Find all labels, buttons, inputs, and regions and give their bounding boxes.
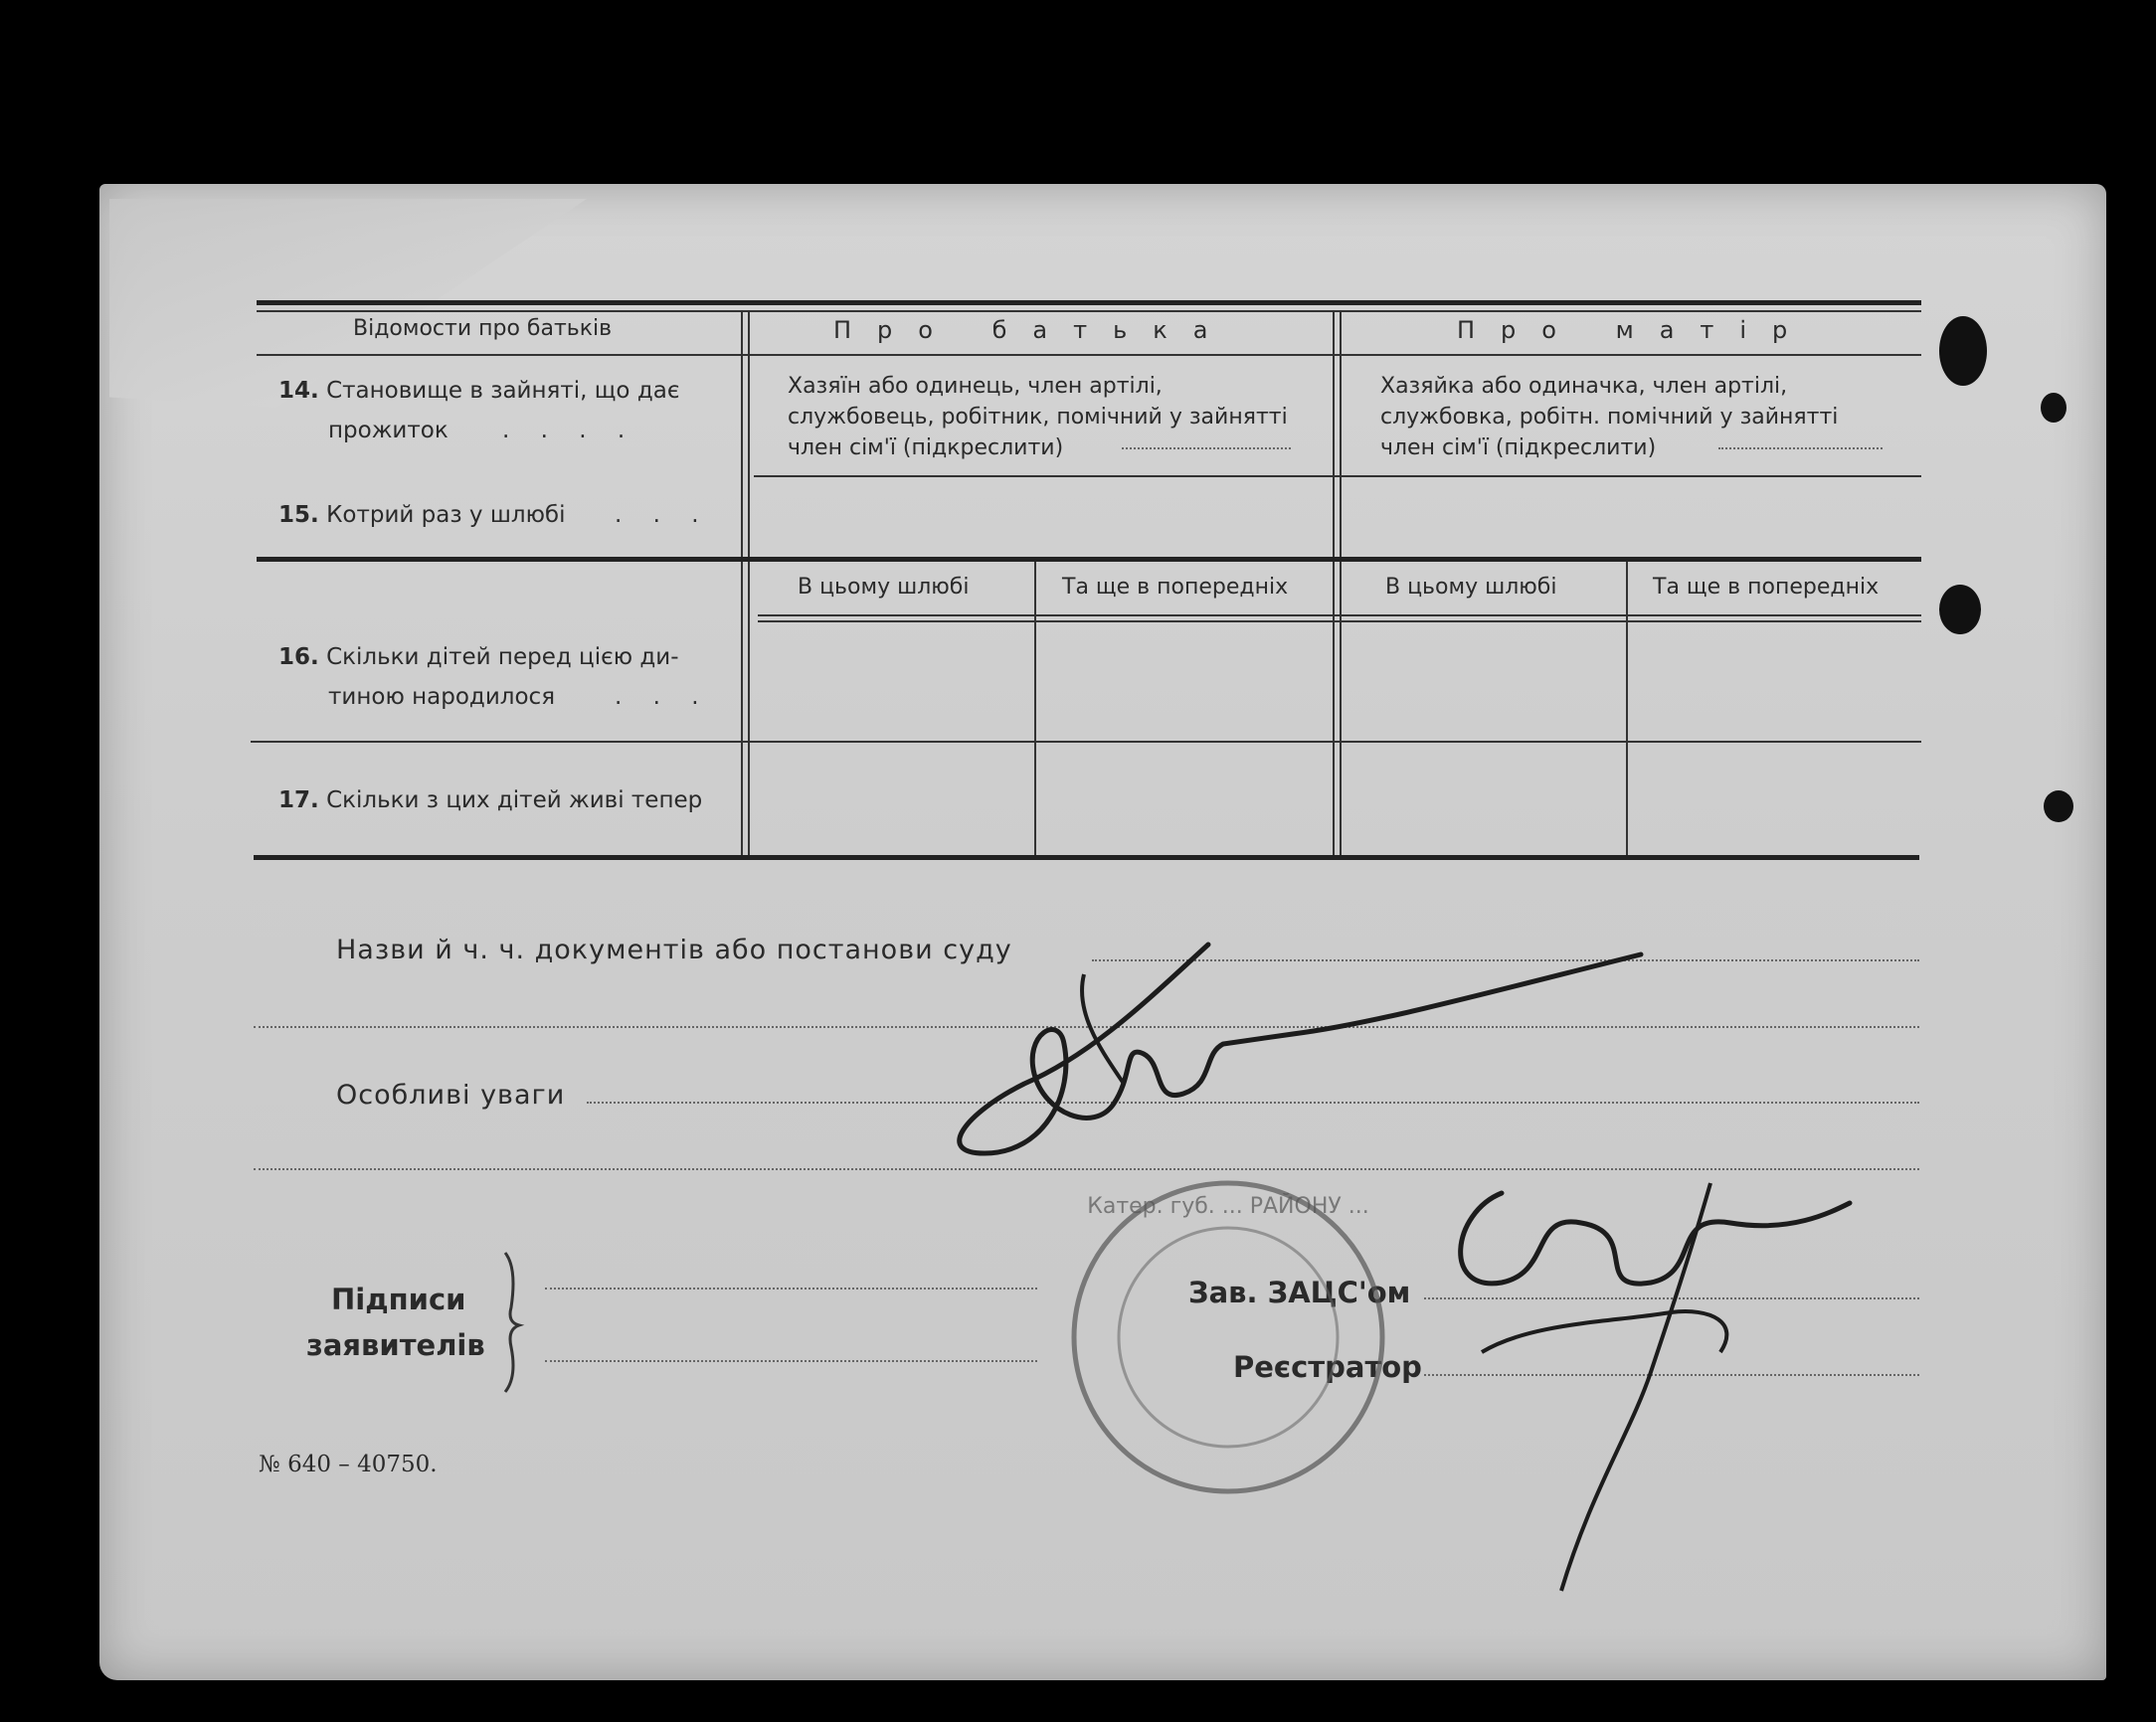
stamp-text: Катер. губ. ... РАЙОНУ ... (1087, 1194, 1369, 1219)
table-bottom-border (254, 855, 1919, 860)
header-about-mother: Про матір (1457, 316, 1814, 344)
subheader-divider (758, 620, 1921, 622)
row15-label-text: Котрий раз у шлюбі (326, 502, 566, 528)
row14-label-line2: прожиток (328, 418, 449, 443)
row16-number: 16. (278, 644, 319, 670)
subheader-divider (758, 614, 1921, 616)
brace-icon (497, 1248, 527, 1397)
signatures-label-line2: заявителів (306, 1328, 485, 1362)
row-divider (754, 475, 1921, 477)
row15-label (278, 502, 566, 528)
subheader-mother-previous: Та ще в попередніх (1653, 575, 1880, 600)
leader-dots: . . . . (502, 418, 637, 443)
leader-dots: . . . (615, 684, 711, 710)
subheader-mother-this: В цьому шлюбі (1385, 575, 1557, 600)
signature-scribble (925, 935, 1661, 1173)
sub-column-divider (1034, 562, 1036, 857)
row17-label (278, 787, 702, 813)
punch-hole (1939, 585, 1981, 634)
row17-label-text: Скільки з цих дітей живі тепер (326, 787, 703, 813)
row16-label (278, 644, 679, 670)
subheader-father-this: В цьому шлюбі (798, 575, 970, 600)
row14-mother-text: Хазяйка або одиначка, член артілі, службовка, робітн. помічний у зайнятті член сім'ї (підкреслити) (1380, 374, 1839, 460)
table-top-border (257, 300, 1921, 305)
header-divider (257, 354, 1921, 356)
form-number: № 640 – 40750. (259, 1452, 438, 1477)
fill-line (1122, 447, 1291, 449)
leader-dots: . . . (615, 502, 711, 528)
column-divider (741, 310, 750, 857)
signatures-label-line1: Підписи (331, 1283, 466, 1316)
remarks-label: Особливі уваги (336, 1080, 566, 1111)
row16-label-line1: Скільки дітей перед цією ди- (326, 644, 679, 670)
applicant-signature-line (545, 1360, 1037, 1362)
row17-number: 17. (278, 787, 319, 813)
official-stamp (1064, 1173, 1392, 1501)
sub-column-divider (1626, 562, 1628, 857)
row15-number: 15. (278, 502, 319, 528)
table-top-border-inner (257, 310, 1921, 312)
row14-label-line1: Становище в зайняті, що дає (326, 378, 680, 404)
documents-label: Назви й ч. ч. документів або постанови суду (336, 935, 1012, 965)
subheader-father-previous: Та ще в попередніх (1062, 575, 1289, 600)
punch-hole (2041, 393, 2066, 423)
punch-hole (1939, 316, 1987, 386)
row14-number: 14. (278, 378, 319, 404)
head-zags-label: Зав. ЗАЦС'ом (1188, 1276, 1411, 1309)
table-mid-border (257, 557, 1921, 562)
fill-line (1718, 447, 1883, 449)
applicant-signature-line (545, 1288, 1037, 1290)
registrar-label: Реєстратор (1233, 1350, 1422, 1384)
row14-label (278, 378, 679, 404)
header-about-father: Про батька (833, 316, 1234, 344)
punch-hole (2044, 790, 2073, 822)
header-about-parents: Відомости про батьків (353, 316, 613, 341)
registrar-signature (1412, 1173, 1870, 1611)
row14-father-text: Хазяїн або одинець, член артілі, службовець, робітник, помічний у зайнятті член сім'ї (підкреслити) (788, 374, 1288, 460)
row16-label-line2: тиною народилося (328, 684, 556, 710)
column-divider (1333, 310, 1342, 857)
row-divider (251, 741, 1921, 743)
